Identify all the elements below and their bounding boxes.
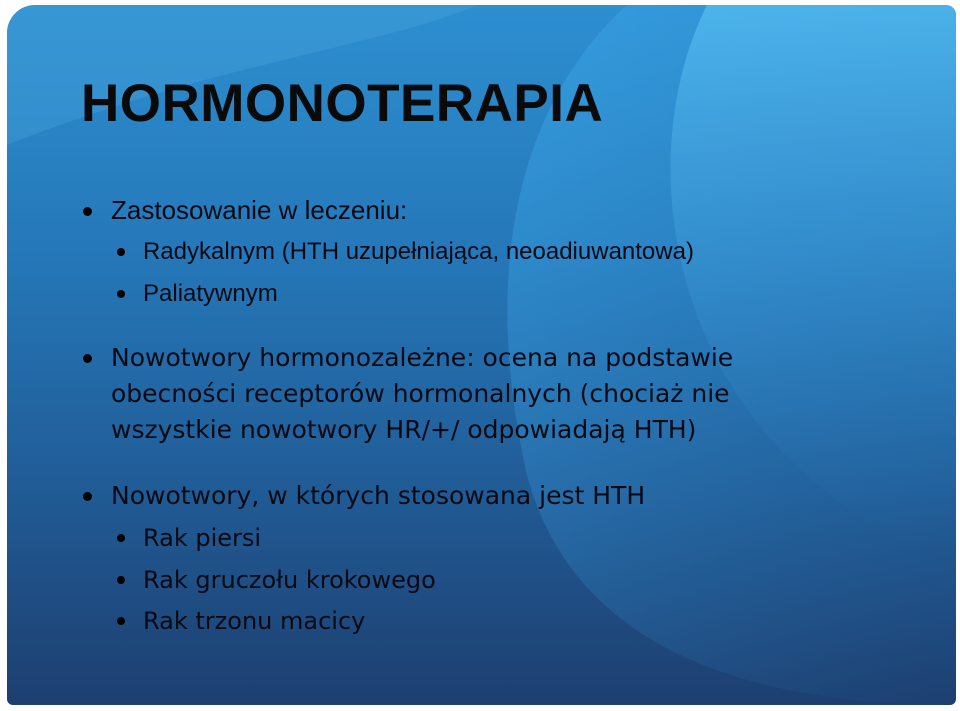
bullet-dot — [83, 207, 92, 216]
slide-title: HORMONOTERAPIA — [81, 74, 604, 133]
bullet-text-line: Nowotwory hormonozależne: ocena na podstawie — [111, 343, 734, 372]
bullet-item — [79, 340, 733, 375]
bullet-text: Nowotwory, w których stosowana jest HTH — [111, 481, 646, 510]
sub-bullet-item — [113, 277, 278, 311]
bullet-dot — [117, 248, 125, 256]
bullet-dot — [117, 534, 125, 542]
bullet-dot — [117, 576, 125, 584]
bullet-item — [79, 478, 645, 513]
bullet-item — [79, 193, 407, 228]
slide — [7, 5, 956, 705]
bullet-dot — [83, 492, 92, 501]
sub-bullet-text: Radykalnym (HTH uzupełniająca, neoadiuwantowa) — [143, 238, 694, 265]
sub-bullet-text: Rak piersi — [143, 524, 262, 552]
bullet-dot — [117, 290, 125, 298]
sub-bullet-text: Rak gruczołu krokowego — [143, 566, 436, 594]
sub-bullet-item — [113, 604, 365, 638]
sub-bullet-item — [113, 235, 694, 269]
sub-bullet-text: Paliatywnym — [143, 280, 278, 307]
bullet-text: Zastosowanie w leczeniu: — [111, 195, 408, 225]
bullet-dot — [117, 617, 125, 625]
sub-bullet-item — [113, 521, 261, 555]
bullet-text-line: obecności receptorów hormonalnych (chociaż nie — [111, 379, 730, 408]
bullet-dot — [83, 354, 92, 363]
bullet-continuation — [79, 412, 696, 447]
sub-bullet-item — [113, 563, 436, 597]
sub-bullet-text: Rak trzonu macicy — [143, 607, 366, 635]
bullet-continuation — [79, 376, 730, 411]
bullet-text-line: wszystkie nowotwory HR/+/ odpowiadają HTH) — [111, 415, 697, 444]
